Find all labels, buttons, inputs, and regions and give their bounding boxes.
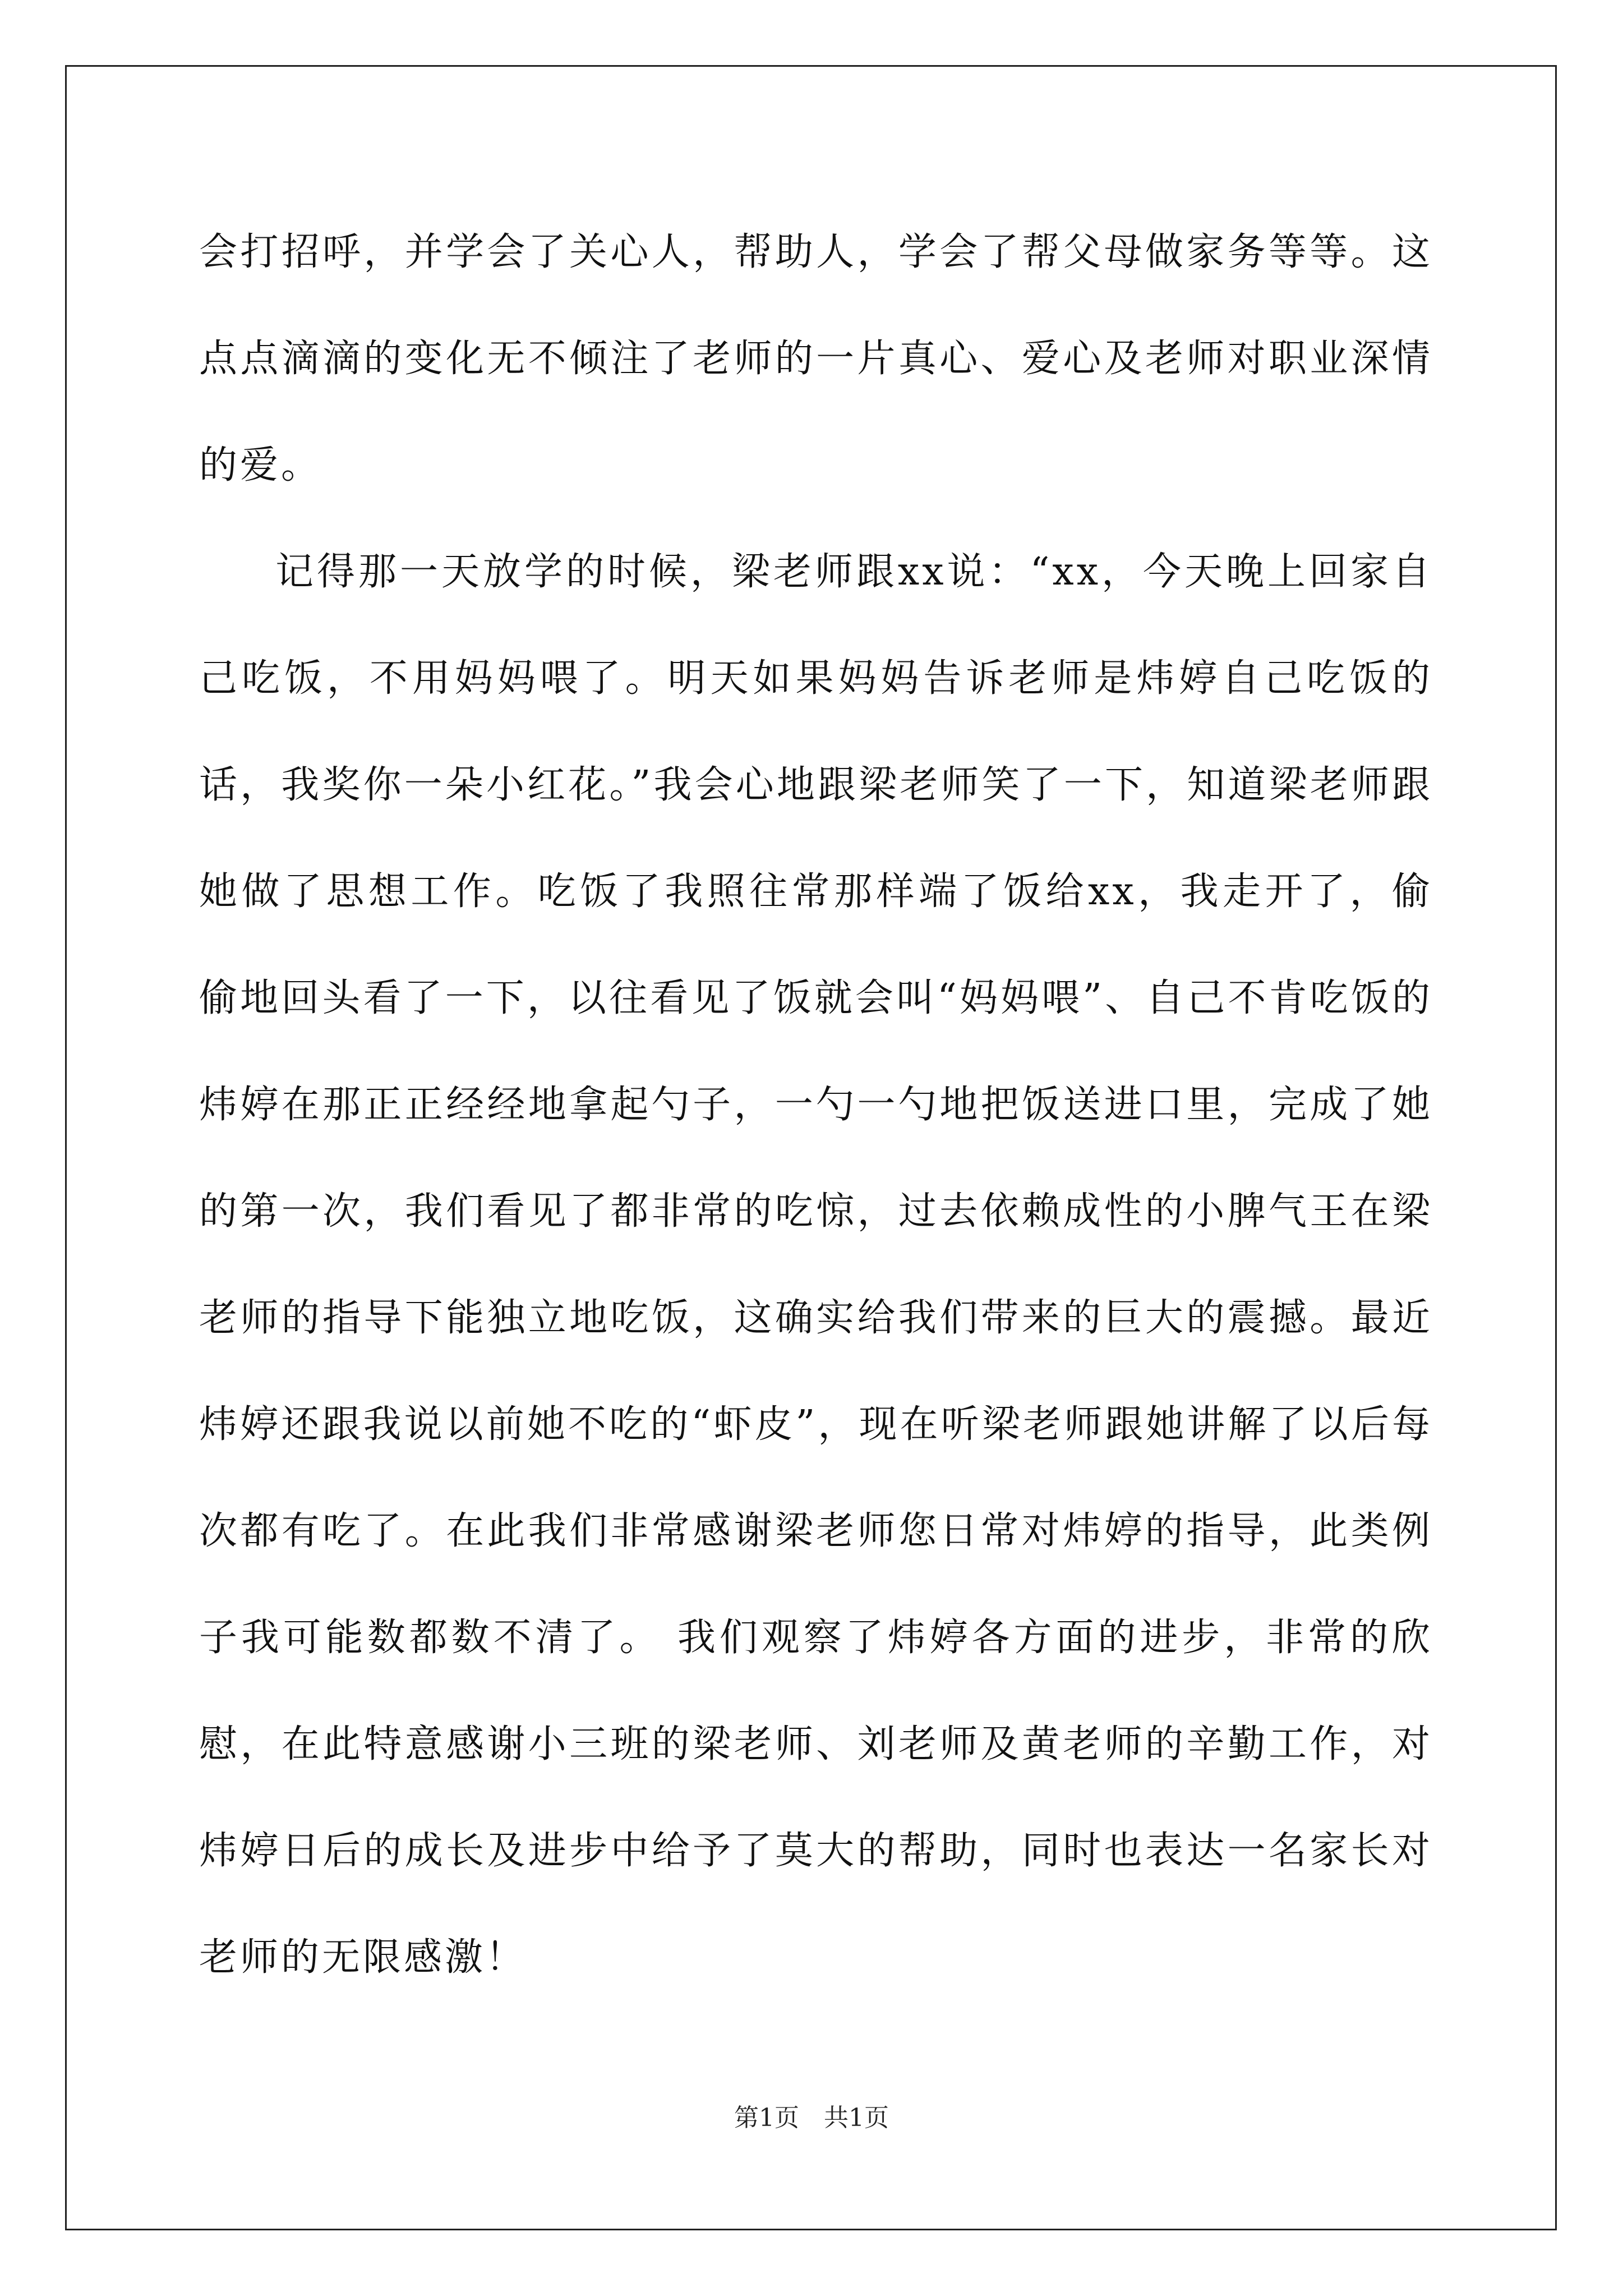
document-body <box>199 199 1433 2011</box>
paragraph-1: 会打招呼，并学会了关心人，帮助人，学会了帮父母做家务等等。这点点滴滴的变化无不倾注了老师的一片真心、爱心及老师对职业深情的爱。 <box>199 230 1433 487</box>
page-number-current: 第1页 <box>734 2104 799 2132</box>
paragraph-2: 记得那一天放学的时候，梁老师跟xx说：“xx，今天晚上回家自己吃饭，不用妈妈喂了。明天如果妈妈告诉老师是炜婷自己吃饭的话，我奖你一朵小红花。”我会心地跟梁老师笑了一下，知道梁老师跟她做了思想工作。吃饭了我照往常那样端了饭给xx，我走开了，偷偷地回头看了一下，以往看见了饭就会叫“妈妈喂”、自己不肯吃饭的炜婷在那正正经经地拿起勺子，一勺一勺地把饭送进口里，完成了她的第一次，我们看见了都非常的吃惊，过去依赖成性的小脾气王在梁老师的指导下能独立地吃饭，这确实给我们带来的巨大的震撼。最近炜婷还跟我说以前她不吃的“虾皮”，现在听梁老师跟她讲解了以后每次都有吃了。在此我们非常感谢梁老师您日常对炜婷的指导，此类例子我可能数都数不清了。 我们观察了炜婷各方面的进步，非常的欣慰，在此特意感谢小三班的梁老师、刘老师及黄老师的辛勤工作，对炜婷日后的成长及进步中给予了莫大的帮助，同时也表达一名家长对老师的无限感激！ <box>199 550 1433 1980</box>
page-number-total: 共1页 <box>824 2104 889 2132</box>
page-footer <box>0 2101 1623 2135</box>
